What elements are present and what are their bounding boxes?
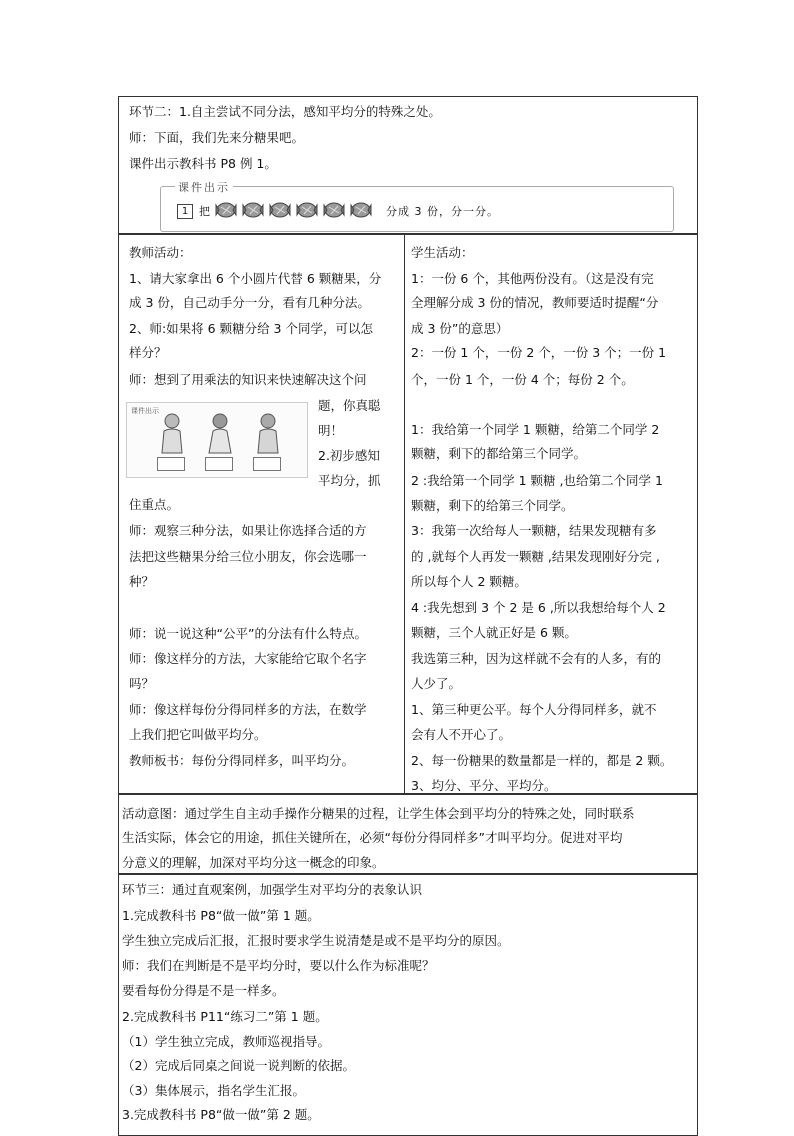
teacher-column-title: 教师活动： [129, 245, 192, 260]
student-line: 3、均分、平分、平均分。 [411, 778, 557, 793]
student-line: 1：一份 6 个，其他两份没有。（这是没有完 [411, 271, 654, 286]
student-line: 人少了。 [411, 676, 462, 691]
teacher-wrap-line: 题，你真聪 [318, 398, 381, 413]
teacher-wrap-line: 2.初步感知 [318, 448, 380, 463]
student-line: 4 :我先想到 3 个 2 是 6 ,所以我想给每个人 2 [411, 600, 666, 615]
teacher-line: 师：说一说这种“公平”的分法有什么特点。 [129, 626, 367, 641]
student-line: 颗糖，剩下的给第三个同学。 [411, 498, 574, 513]
section3-line: （1）学生独立完成，教师巡视指导。 [122, 1034, 330, 1049]
child-figure [155, 411, 189, 455]
three-children-picture [126, 402, 308, 478]
teacher-line: 1、请大家拿出 6 个小圆片代替 6 颗糖果，分 [129, 271, 382, 286]
student-line: 我选第三种，因为这样就不会有的人多，有的 [411, 651, 662, 666]
section3-line: （2）完成后同桌之间说一说判断的依据。 [122, 1058, 355, 1073]
teacher-line: 样分？ [129, 345, 167, 360]
teacher-line: 师：像这样分的方法，大家能给它取个名字 [129, 651, 367, 666]
intent-line: 活动意图：通过学生自主动手操作分糖果的过程，让学生体会到平均分的特殊之处，同时联系 [122, 806, 635, 821]
student-line: 2、每一份糖果的数量都是一样的，都是 2 颗。 [411, 753, 673, 768]
teacher-line: 师：像这样每份分得同样多的方法，在数学 [129, 702, 367, 717]
section3-line: 学生独立完成后汇报，汇报时要求学生说清楚是或不是平均分的原因。 [122, 933, 510, 948]
section3-line: （3）集体展示，指名学生汇报。 [122, 1083, 305, 1098]
candy-group-box [253, 457, 281, 471]
section3-line: 3.完成教科书 P8“做一做”第 2 题。 [122, 1107, 320, 1122]
student-line: 颗糖，三个人就正好是 6 颗。 [411, 625, 577, 640]
student-line: 的 ,就每个人再发一颗糖 ,结果发现刚好分完 , [411, 549, 660, 564]
intent-line: 生活实际，体会它的用途，抓住关键所在，必须“每份分得同样多”才叫平均分。促进对平均 [122, 830, 623, 845]
banner-tag: 课件出示 [175, 179, 233, 195]
teacher-line: 教师板书：每份分得同样多，叫平均分。 [129, 753, 355, 768]
section3-line: 师：我们在判断是不是平均分时，要以什么作为标准呢？ [122, 958, 435, 973]
student-line: 全理解分成 3 份的情况，教师要适时提醒“分 [411, 295, 659, 310]
candy-icon [294, 199, 320, 221]
column-divider [404, 234, 405, 794]
section2-courseware-note: 课件出示教科书 P8 例 1。 [129, 156, 277, 171]
teacher-line: 吗？ [129, 676, 155, 691]
candy-icon [240, 199, 266, 221]
teacher-line: 住重点。 [129, 497, 180, 512]
courseware-banner [160, 181, 674, 232]
section3-line: 2.完成教科书 P11“练习二”第 1 题。 [122, 1009, 328, 1024]
student-line: 2 :我给第一个同学 1 颗糖 ,也给第二个同学 1 [411, 473, 663, 488]
student-column-title: 学生活动： [411, 245, 474, 260]
section2-teacher-intro: 师：下面，我们先来分糖果吧。 [129, 130, 305, 145]
teacher-line: 种？ [129, 574, 155, 589]
teacher-line: 师：观察三种分法，如果让你选择合适的方 [129, 523, 367, 538]
student-line: 3：我第一次给每人一颗糖，结果发现糖有多 [411, 523, 657, 538]
section3-line: 1.完成教科书 P8“做一做”第 1 题。 [122, 908, 320, 923]
section3-heading: 环节三：通过直观案例，加强学生对平均分的表象认识 [122, 882, 423, 897]
banner-text-after: 分成 3 份，分一分。 [386, 205, 499, 218]
intent-line: 分意义的理解，加深对平均分这一概念的印象。 [122, 855, 385, 870]
candy-group-box [205, 457, 233, 471]
candy-icon [267, 199, 293, 221]
child-figure [203, 411, 237, 455]
teacher-line: 法把这些糖果分给三位小朋友，你会选哪一 [129, 549, 367, 564]
student-line: 个，一份 1 个，一份 4 个；每份 2 个。 [411, 372, 634, 387]
student-line: 2：一份 1 个，一份 2 个，一份 3 个；一份 1 [411, 345, 667, 360]
teacher-line: 2、师:如果将 6 颗糖分给 3 个同学，可以怎 [129, 321, 373, 336]
teacher-wrap-line: 平均分，抓 [318, 473, 381, 488]
teacher-line: 上我们把它叫做平均分。 [129, 727, 267, 742]
student-line: 颗糖，剩下的都给第三个同学。 [411, 446, 587, 461]
student-line: 1：我给第一个同学 1 颗糖，给第二个同学 2 [411, 422, 660, 437]
student-line: 会有人不开心了。 [411, 727, 512, 742]
student-line: 所以每个人 2 颗糖。 [411, 574, 527, 589]
banner-text-before: 把 [199, 205, 210, 218]
candy-icon [321, 199, 347, 221]
student-line: 成 3 份”的意思） [411, 321, 509, 336]
picture-tag: 课件出示 [131, 407, 159, 415]
candy-icon [213, 199, 239, 221]
teacher-wrap-line: 明！ [318, 423, 344, 438]
example-number: 1 [177, 204, 193, 219]
student-line: 1、第三种更公平。每个人分得同样多，就不 [411, 702, 657, 717]
teacher-line: 师：想到了用乘法的知识来快速解决这个问 [129, 372, 367, 387]
child-figure [251, 411, 285, 455]
section3-line: 要看每份分得是不是一样多。 [122, 983, 285, 998]
candy-group-box [157, 457, 185, 471]
candy-icon [348, 199, 374, 221]
teacher-line: 成 3 份，自己动手分一分，看有几种分法。 [129, 295, 370, 310]
section2-heading: 环节二：1.自主尝试不同分法，感知平均分的特殊之处。 [129, 104, 441, 119]
